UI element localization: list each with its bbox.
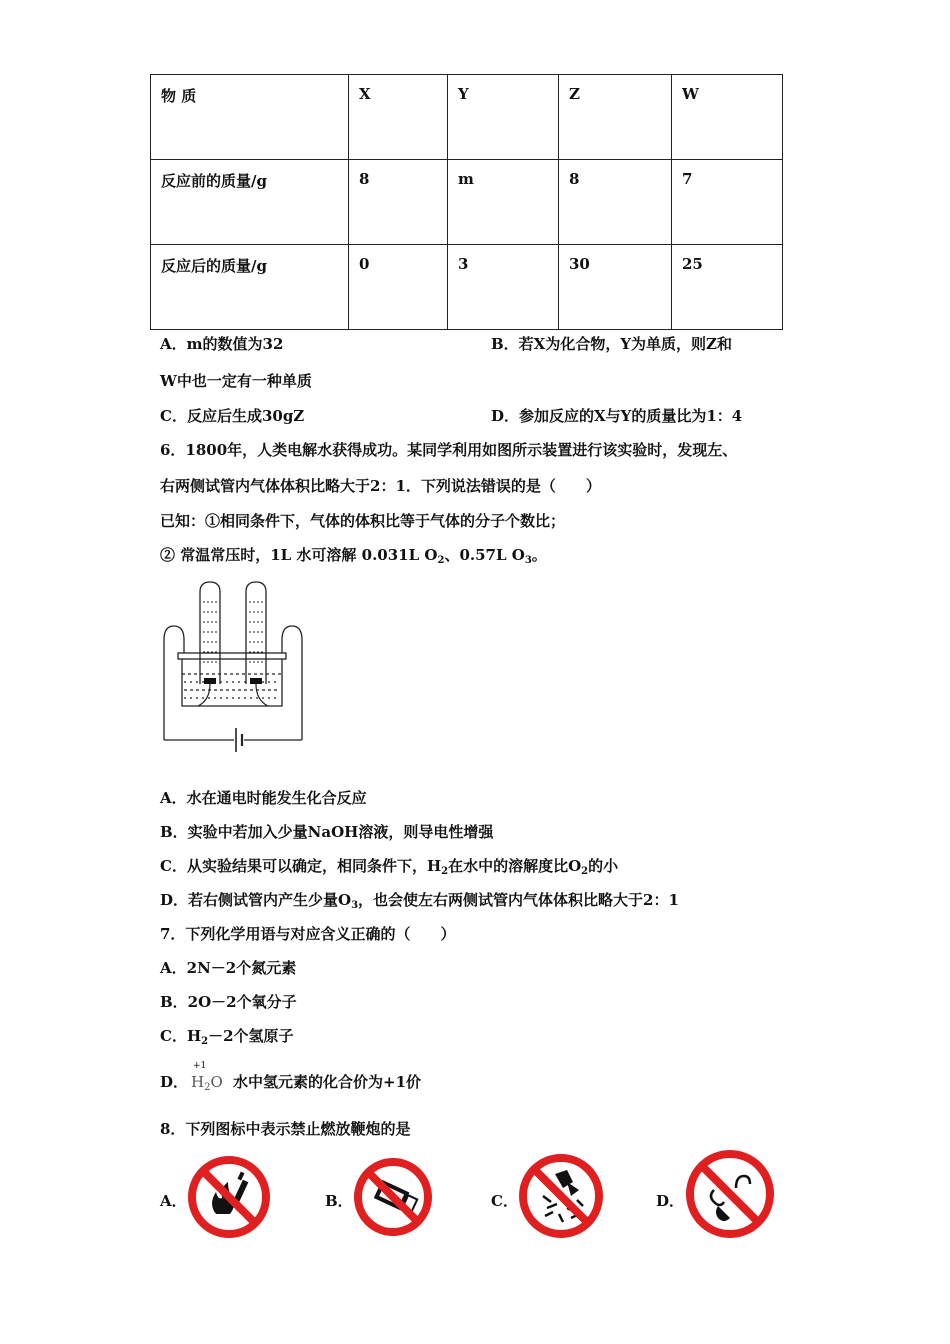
q6-option-d	[160, 890, 679, 916]
q7-option-d-text: 水中氢元素的化合价为+1价	[233, 1073, 422, 1091]
subscript: 3	[351, 900, 359, 911]
subscript: 2	[581, 866, 589, 877]
electrolysis-apparatus-diagram	[158, 578, 308, 753]
q5-option-c: C．反应后生成30gZ	[160, 407, 305, 425]
q6-known-1: 已知：①相同条件下，气体的体积比等于气体的分子个数比；	[160, 512, 566, 530]
q6-stem-line2: 右两侧试管内气体体积比略大于2：1．下列说法错误的是（ ）	[160, 477, 601, 495]
table-cell: 8	[349, 160, 448, 245]
table-header-row	[151, 75, 783, 160]
q7-option-b: B．2O－2个氧分子	[160, 993, 297, 1011]
q6-option-a: A．水在通电时能发生化合反应	[160, 789, 367, 807]
q7-option-a: A．2N－2个氮元素	[160, 959, 297, 977]
q5-option-a: A．m的数值为32	[160, 335, 284, 353]
text: 。	[531, 546, 547, 564]
formula-o: O	[210, 1073, 223, 1091]
table-cell: 30	[559, 245, 672, 330]
table-header-cell: X	[349, 75, 448, 160]
formula-h: H	[191, 1073, 205, 1091]
table-cell: 反应前的质量/g	[151, 160, 349, 245]
q6-stem-line1: 6．1800年，人类电解水获得成功。某同学利用如图所示装置进行该实验时，发现左、	[160, 441, 738, 459]
table-header-cell: Y	[448, 75, 559, 160]
q5-option-b-cont: W中也一定有一种单质	[160, 372, 312, 390]
text: ② 常温常压时，1L 水可溶解 0.031L O	[160, 546, 438, 564]
table-header-cell: 物 质	[151, 75, 349, 160]
water-formula	[191, 1072, 223, 1098]
q7-stem: 7．下列化学用语与对应含义正确的（ ）	[160, 925, 456, 943]
no-smoking-fire-sign-icon	[684, 1148, 776, 1240]
no-firecrackers-sign-icon	[517, 1152, 605, 1240]
q8-option-d-label: D．	[656, 1192, 685, 1210]
text: ，也会使左右两侧试管内气体体积比略大于2：1	[358, 891, 679, 909]
table-cell: 3	[448, 245, 559, 330]
table-row	[151, 160, 783, 245]
text: －2个氢原子	[208, 1027, 294, 1045]
table-cell: 25	[672, 245, 783, 330]
q7-option-d-label: D．	[160, 1073, 189, 1091]
q8-option-c-label: C．	[491, 1192, 518, 1210]
table-header-cell: Z	[559, 75, 672, 160]
mass-table	[150, 74, 783, 330]
table-cell: 0	[349, 245, 448, 330]
q6-option-c	[160, 856, 618, 882]
table-row	[151, 245, 783, 330]
subscript: 3	[524, 555, 532, 566]
q6-known-2	[160, 545, 547, 571]
q6-option-b: B．实验中若加入少量NaOH溶液，则导电性增强	[160, 823, 494, 841]
q5-option-d: D．参加反应的X与Y的质量比为1：4	[491, 407, 743, 425]
q5-option-b: B．若X为化合物，Y为单质，则Z和	[491, 335, 732, 353]
valence-mark: +1	[193, 1061, 207, 1071]
subscript: 2	[201, 1036, 209, 1047]
text: 、0.57L O	[444, 546, 525, 564]
q7-option-c	[160, 1026, 294, 1052]
subscript: 2	[441, 866, 449, 877]
table-cell: 7	[672, 160, 783, 245]
text: C．H	[160, 1027, 202, 1045]
text: D．若右侧试管内产生少量O	[160, 891, 352, 909]
no-fire-sign-icon	[186, 1154, 272, 1240]
q8-option-a-label: A．	[160, 1192, 187, 1210]
text: 的小	[588, 857, 619, 875]
table-header-cell: W	[672, 75, 783, 160]
subscript: 2	[204, 1082, 211, 1093]
text: C．从实验结果可以确定，相同条件下，H	[160, 857, 442, 875]
table-cell: 反应后的质量/g	[151, 245, 349, 330]
table-cell: m	[448, 160, 559, 245]
no-usb-sign-icon	[352, 1156, 434, 1238]
subscript: 2	[437, 555, 445, 566]
text: 在水中的溶解度比O	[448, 857, 582, 875]
q8-option-b-label: B．	[325, 1192, 353, 1210]
q8-stem: 8．下列图标中表示禁止燃放鞭炮的是	[160, 1120, 411, 1138]
table-cell: 8	[559, 160, 672, 245]
